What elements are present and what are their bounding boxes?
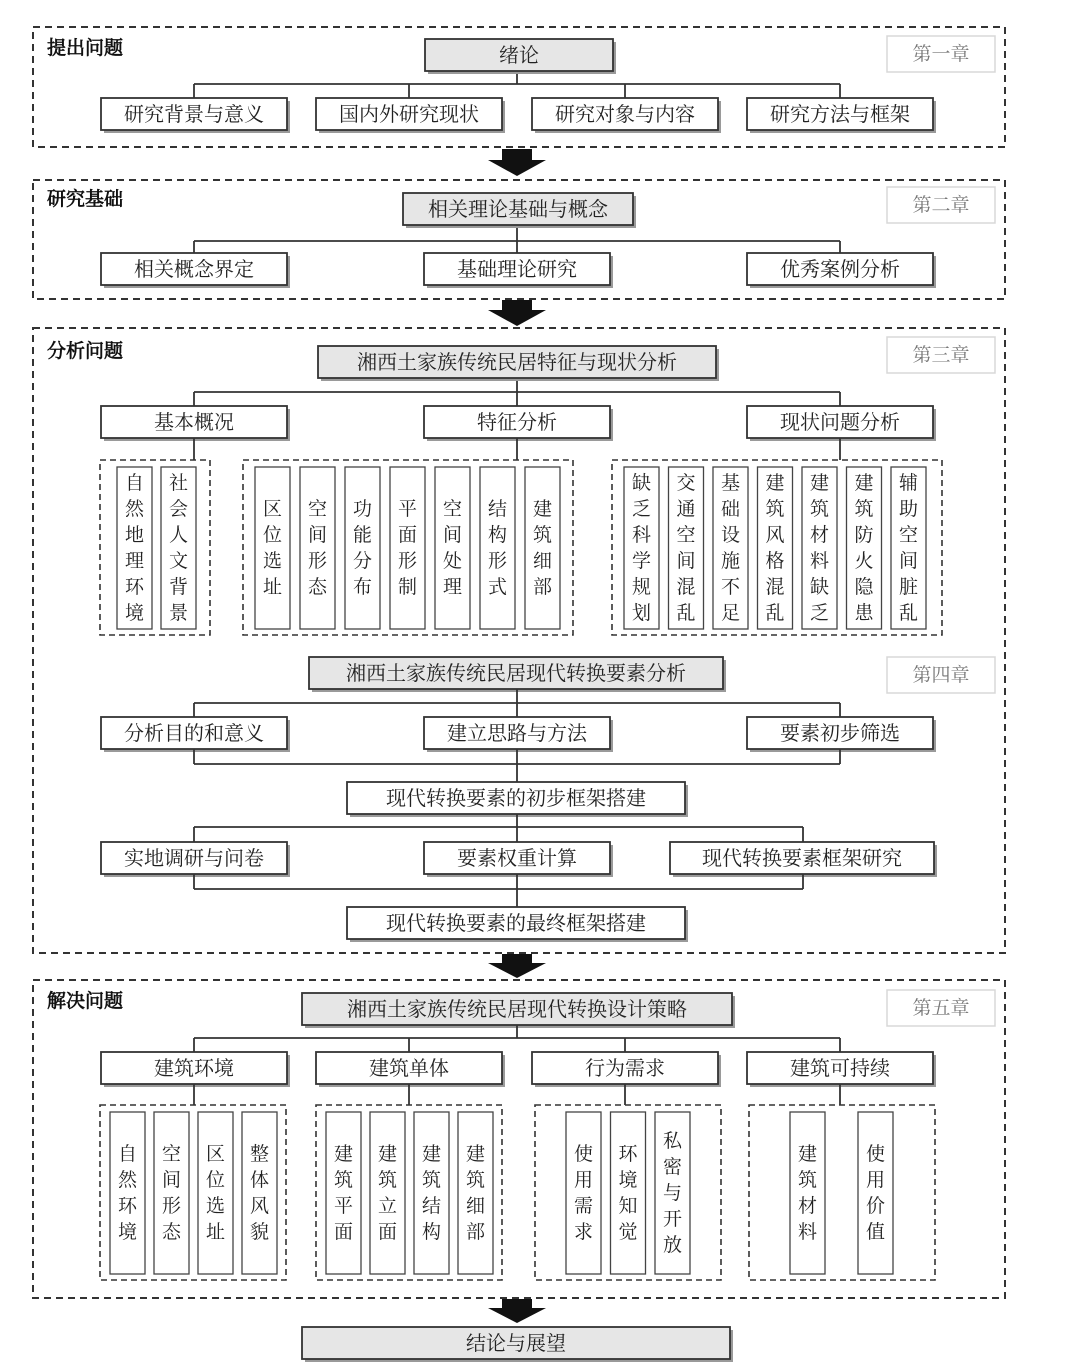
vertical-item-label: 建筑细部	[532, 498, 553, 598]
s4-final: 现代转换要素的最终框架搭建	[386, 911, 646, 935]
s1-item-3: 研究对象与内容	[555, 102, 695, 126]
vertical-item-label: 建筑平面	[333, 1143, 354, 1243]
vertical-item-label: 使用价值	[865, 1143, 886, 1243]
vertical-item-label: 建筑材料缺乏	[809, 472, 830, 624]
vertical-item-box	[525, 467, 560, 629]
vertical-item-label: 社会人文背景	[168, 472, 189, 624]
s4-row2-item-2: 要素权重计算	[457, 846, 577, 870]
s3-category-3: 现状问题分析	[780, 410, 900, 434]
s5-title: 湘西土家族传统民居现代转换设计策略	[347, 997, 687, 1021]
s4-row2-item-1: 实地调研与问卷	[124, 846, 264, 870]
vertical-item-label: 建筑材料	[797, 1143, 818, 1243]
chapter-tag-1: 第一章	[912, 43, 970, 65]
vertical-item-box	[255, 467, 290, 629]
vertical-item-label: 建筑细部	[465, 1143, 486, 1243]
vertical-item-label: 缺乏科学规划	[631, 472, 652, 624]
vertical-item-box	[566, 1112, 601, 1274]
vertical-item-box	[480, 467, 515, 629]
vertical-item-box	[326, 1112, 361, 1274]
s2-item-1: 相关概念界定	[134, 257, 254, 281]
vertical-item-label: 区位选址	[205, 1143, 226, 1243]
vertical-item-label: 整体风貌	[249, 1143, 270, 1243]
s1-title: 绪论	[499, 43, 539, 67]
s4-row1-item-2: 建立思路与方法	[447, 721, 587, 745]
s4-row2-item-3: 现代转换要素框架研究	[702, 846, 902, 870]
chapter-tag-4: 第四章	[912, 664, 970, 686]
chapter-tag-2: 第二章	[912, 194, 970, 216]
vertical-item-label: 空间形态	[307, 498, 328, 598]
vertical-item-label: 私密与开放	[662, 1130, 683, 1256]
vertical-item-box	[110, 1112, 145, 1274]
s5-group-building-environment	[110, 1112, 277, 1274]
s4-mid: 现代转换要素的初步框架搭建	[386, 786, 646, 810]
s4-row1-item-3: 要素初步筛选	[780, 721, 900, 745]
section-label-5: 解决问题	[47, 990, 124, 1012]
vertical-item-label: 建筑结构	[421, 1143, 442, 1243]
s5-group-behavior-needs	[566, 1112, 690, 1274]
vertical-item-box	[790, 1112, 825, 1274]
flow-arrow-3	[488, 954, 546, 978]
s3-group-basic-overview	[117, 467, 196, 629]
vertical-item-label: 辅助空间脏乱	[898, 472, 919, 624]
vertical-item-label: 建筑立面	[377, 1143, 398, 1243]
s1-item-1: 研究背景与意义	[124, 102, 264, 126]
s5-group-sustainability	[790, 1112, 893, 1274]
vertical-item-box	[345, 467, 380, 629]
vertical-item-label: 功能分布	[352, 498, 373, 598]
s3-group-feature-analysis	[255, 467, 560, 629]
vertical-item-box	[435, 467, 470, 629]
vertical-item-label: 环境知觉	[618, 1143, 638, 1243]
s4-row1-item-1: 分析目的和意义	[124, 721, 264, 745]
vertical-item-label: 建筑防火隐患	[854, 472, 874, 624]
s2-title: 相关理论基础与概念	[428, 197, 608, 221]
s1-item-4: 研究方法与框架	[770, 102, 910, 126]
vertical-item-box	[242, 1112, 277, 1274]
s5-category-1: 建筑环境	[154, 1056, 234, 1080]
flow-arrow-1	[488, 149, 546, 176]
s4-title: 湘西土家族传统民居现代转换要素分析	[346, 661, 686, 685]
vertical-item-label: 基础设施不足	[720, 472, 741, 624]
chapter-tag-3: 第三章	[912, 344, 970, 366]
vertical-item-box	[858, 1112, 893, 1274]
s3-group-status-problems	[624, 467, 926, 629]
vertical-item-label: 自然地理环境	[124, 472, 145, 624]
vertical-item-box	[198, 1112, 233, 1274]
s2-item-3: 优秀案例分析	[780, 257, 900, 281]
s5-category-4: 建筑可持续	[790, 1056, 890, 1080]
s1-item-2: 国内外研究现状	[339, 102, 479, 126]
vertical-item-box	[370, 1112, 405, 1274]
s5-category-2: 建筑单体	[369, 1056, 449, 1080]
vertical-item-box	[300, 467, 335, 629]
vertical-item-box	[390, 467, 425, 629]
vertical-item-label: 区位选址	[262, 498, 283, 598]
flow-arrow-2	[488, 300, 546, 326]
vertical-item-label: 空间处理	[442, 498, 463, 598]
vertical-item-label: 空间形态	[161, 1143, 182, 1243]
s3-title: 湘西土家族传统民居特征与现状分析	[357, 350, 677, 374]
s5-category-3: 行为需求	[585, 1056, 665, 1080]
s5-group-building-unit	[326, 1112, 493, 1274]
vertical-item-label: 结构形式	[487, 498, 508, 598]
vertical-item-box	[458, 1112, 493, 1274]
vertical-item-label: 平面形制	[397, 498, 418, 598]
chapter-tag-5: 第五章	[912, 997, 970, 1019]
flow-arrow-4	[488, 1299, 546, 1323]
vertical-item-box	[611, 1112, 646, 1274]
section-label-1: 提出问题	[47, 37, 124, 59]
vertical-item-box	[154, 1112, 189, 1274]
section-label-2: 研究基础	[47, 188, 124, 210]
vertical-item-label: 建筑风格混乱	[765, 472, 785, 624]
vertical-item-box	[414, 1112, 449, 1274]
conclusion: 结论与展望	[466, 1331, 566, 1355]
vertical-item-label: 使用需求	[573, 1143, 594, 1243]
s3-category-1: 基本概况	[154, 410, 234, 434]
section-label-3: 分析问题	[47, 340, 124, 362]
s5-group-frame-4	[749, 1105, 935, 1280]
vertical-item-label: 自然环境	[117, 1143, 138, 1243]
s3-category-2: 特征分析	[477, 410, 557, 434]
vertical-item-label: 交通空间混乱	[676, 472, 696, 624]
s2-item-2: 基础理论研究	[457, 257, 577, 281]
